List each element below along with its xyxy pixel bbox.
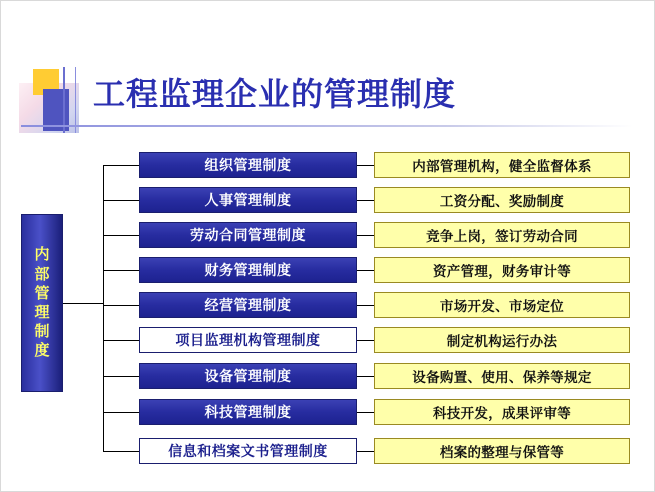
connector-note-9 [357, 451, 374, 452]
note-box-6: 制定机构运行办法 [374, 327, 630, 353]
root-char-2: 管 [34, 283, 50, 302]
item-box-5: 经营管理制度 [139, 292, 357, 318]
connector-root-trunk [63, 303, 103, 304]
connector-note-1 [357, 165, 374, 166]
connector-note-3 [357, 235, 374, 236]
item-box-7: 设备管理制度 [139, 363, 357, 389]
connector-branch-5 [103, 305, 139, 306]
item-box-1: 组织管理制度 [139, 152, 357, 178]
item-box-4: 财务管理制度 [139, 257, 357, 283]
note-box-4: 资产管理，财务审计等 [374, 257, 630, 283]
root-node-internal-management-system [21, 214, 63, 392]
connector-note-5 [357, 305, 374, 306]
connector-note-6 [357, 340, 374, 341]
connector-branch-9 [103, 451, 139, 452]
connector-branch-8 [103, 412, 139, 413]
page-title: 工程监理企业的管理制度 [93, 75, 457, 113]
connector-note-8 [357, 412, 374, 413]
note-box-9: 档案的整理与保管等 [374, 438, 630, 464]
item-box-6: 项目监理机构管理制度 [139, 327, 357, 353]
connector-branch-1 [103, 165, 139, 166]
note-box-8: 科技开发，成果评审等 [374, 399, 630, 425]
item-box-3: 劳动合同管理制度 [139, 222, 357, 248]
decoration-vertical-line-1 [63, 67, 65, 133]
connector-vertical-bus [103, 165, 104, 452]
connector-branch-6 [103, 340, 139, 341]
connector-branch-7 [103, 376, 139, 377]
connector-note-2 [357, 200, 374, 201]
connector-note-7 [357, 376, 374, 377]
root-char-4: 制 [34, 322, 50, 341]
note-box-1: 内部管理机构，健全监督体系 [374, 152, 630, 178]
note-box-3: 竞争上岗，签订劳动合同 [374, 222, 630, 248]
note-box-7: 设备购置、使用、保养等规定 [374, 363, 630, 389]
item-box-8: 科技管理制度 [139, 399, 357, 425]
root-char-3: 理 [34, 303, 50, 321]
title-underline [21, 125, 633, 127]
note-box-5: 市场开发、市场定位 [374, 292, 630, 318]
item-box-9: 信息和档案文书管理制度 [139, 438, 357, 464]
item-box-2: 人事管理制度 [139, 187, 357, 213]
connector-branch-4 [103, 270, 139, 271]
root-char-5: 度 [34, 341, 50, 360]
note-box-2: 工资分配、奖励制度 [374, 187, 630, 213]
connector-note-4 [357, 270, 374, 271]
root-char-0: 内 [34, 245, 50, 264]
root-char-1: 部 [34, 264, 50, 283]
connector-branch-3 [103, 235, 139, 236]
connector-branch-2 [103, 200, 139, 201]
title-decoration [19, 67, 89, 133]
decoration-vertical-line-2 [75, 67, 76, 133]
